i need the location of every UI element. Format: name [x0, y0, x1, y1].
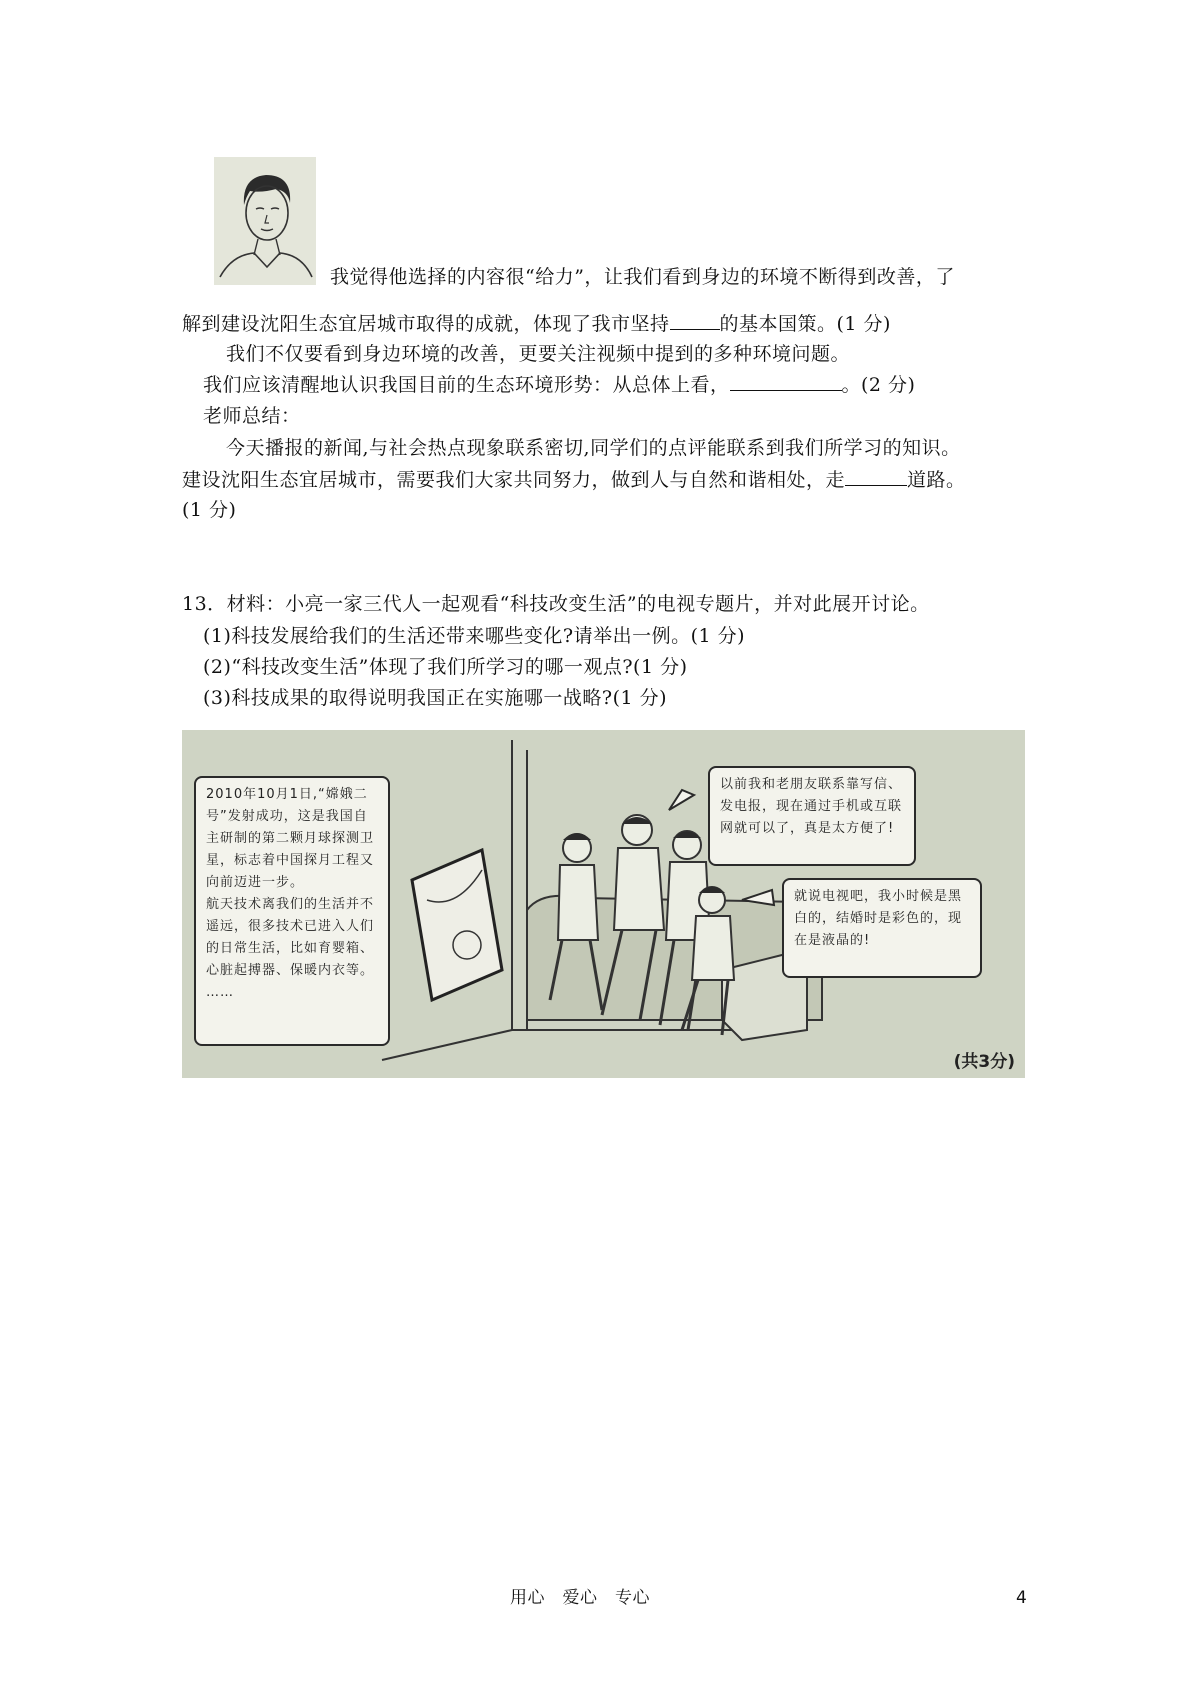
paragraph-text: 。(2 分) — [841, 374, 916, 396]
paragraph-text: 建设沈阳生态宜居城市，需要我们大家共同努力，做到人与自然和谐相处，走 — [182, 469, 846, 491]
paragraph-line — [182, 465, 966, 494]
sub-question: (1)科技发展给我们的生活还带来哪些变化?请举出一例。(1 分) — [203, 625, 746, 647]
paragraph-line: 我们不仅要看到身边环境的改善，更要关注视频中提到的多种环境问题。 — [226, 343, 851, 365]
teacher-summary-heading: 老师总结： — [203, 405, 301, 427]
paragraph-text: 我们应该清醒地认识我国目前的生态环境形势：从总体上看， — [203, 374, 730, 396]
sub-question: (3)科技成果的取得说明我国正在实施哪一战略?(1 分) — [203, 687, 668, 709]
paragraph-line — [182, 309, 891, 338]
footer-motto: 用心 爱心 专心 — [510, 1588, 650, 1608]
score-label: (共3分) — [953, 1052, 1015, 1072]
paragraph-line: 今天播报的新闻,与社会热点现象联系密切,同学们的点评能联系到我们所学习的知识。 — [226, 437, 961, 459]
paragraph-line: (1 分) — [182, 499, 237, 521]
comic-illustration — [182, 730, 1025, 1078]
top-right-speech-bubble: 以前我和老朋友联系靠写信、发电报，现在通过手机或互联网就可以了，真是太方便了! — [708, 766, 916, 866]
student-portrait-image — [214, 157, 316, 285]
sub-question: (2)“科技改变生活”体现了我们所学习的哪一观点?(1 分) — [203, 656, 688, 678]
paragraph-text: 道路。 — [907, 469, 966, 491]
paragraph-text: 解到建设沈阳生态宜居城市取得的成就，体现了我市坚持 — [182, 313, 670, 335]
paragraph-line — [203, 370, 915, 399]
left-speech-bubble: 2010年10月1日,“嫦娥二号”发射成功，这是我国自主研制的第二颗月球探测卫星，标志着中国探月工程又向前迈进一步。 航天技术离我们的生活并不遥远，很多技术已进入人们的日常生活，比如育婴箱、心脏起搏器、保暖内衣等。 …… — [194, 776, 390, 1046]
right-speech-bubble: 就说电视吧，我小时候是黑白的，结婚时是彩色的，现在是液晶的! — [782, 878, 982, 978]
paragraph-text: 的基本国策。(1 分) — [719, 313, 891, 335]
answer-blank[interactable] — [730, 370, 842, 391]
answer-blank[interactable] — [845, 465, 907, 486]
page-number: 4 — [1016, 1588, 1028, 1608]
paragraph-line: 我觉得他选择的内容很“给力”，让我们看到身边的环境不断得到改善，了 — [330, 266, 955, 288]
question-stem: 13．材料：小亮一家三代人一起观看“科技改变生活”的电视专题片，并对此展开讨论。 — [182, 593, 930, 615]
answer-blank[interactable] — [670, 309, 720, 330]
